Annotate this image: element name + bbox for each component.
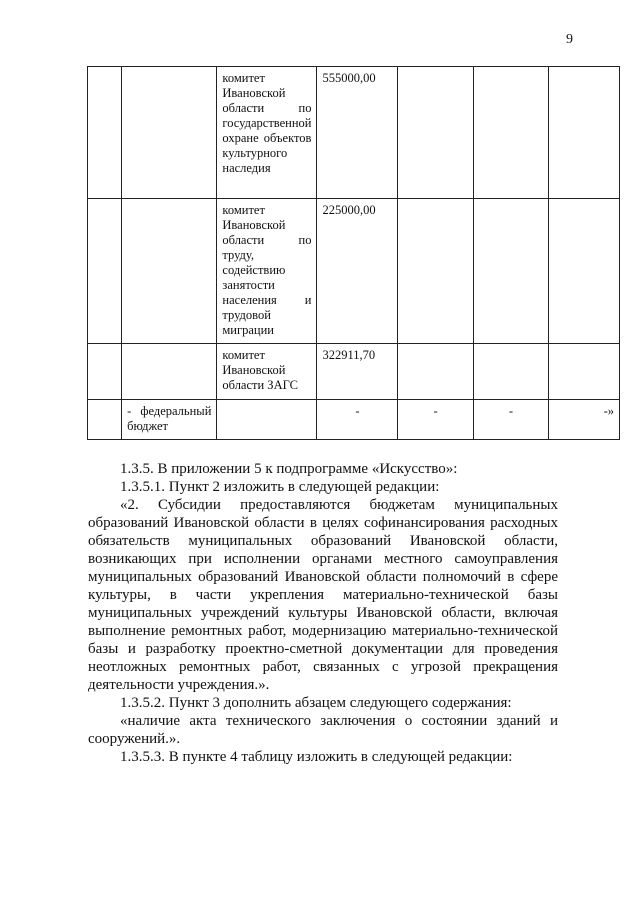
table-row [88, 199, 620, 344]
executor-cell: комитет Ивановской области по государственной охране объектов культурного наследия [217, 67, 317, 199]
paragraph: «наличие акта технического заключения о состоянии зданий и сооружений.». [88, 713, 558, 747]
amount-cell: 322911,70 [317, 344, 398, 400]
table-cell [122, 199, 217, 344]
paragraph: 1.3.5.3. В пункте 4 таблицу изложить в следующей редакции: [120, 749, 513, 765]
page-number: 9 [566, 32, 573, 47]
table-cell [88, 67, 122, 199]
executor-cell: комитет Ивановской области по труду, содействию занятости населения и трудовой миграции [217, 199, 317, 344]
table-cell [398, 67, 473, 199]
table-cell [549, 67, 620, 199]
table-row [88, 67, 620, 199]
table-row [88, 344, 620, 400]
executor-cell: комитет Ивановской области ЗАГС [217, 344, 317, 400]
federal-budget-label: - федеральный бюджет [122, 400, 217, 440]
paragraph: 1.3.5.2. Пункт 3 дополнить абзацем следующего содержания: [120, 695, 512, 711]
table-cell [473, 344, 548, 400]
amount-cell: 225000,00 [317, 199, 398, 344]
table-cell [88, 344, 122, 400]
table-cell [398, 199, 473, 344]
table-cell [88, 199, 122, 344]
table-cell [122, 67, 217, 199]
federal-value: - [398, 400, 473, 440]
federal-value: - [473, 400, 548, 440]
document-body [88, 460, 558, 766]
paragraph: «2. Субсидии предоставляются бюджетам муниципальных образований Ивановской области в целях софинансирования расходных обязательств муниципальных образований Ивановской области, возникающих при исполнении органами местного самоуправления муниципальных образований Ивановской области полномочий в сфере культуры, в части укрепления материально-технической базы муниципальных учреждений культуры Ивановской области, включая выполнение ремонтных работ, модернизацию материально-технической базы и разработку проектно-сметной документации для проведения неотложных ремонтных работ, связанных с угрозой прекращения деятельности учреждения.». [88, 497, 558, 693]
federal-value: - [317, 400, 398, 440]
table-cell [473, 199, 548, 344]
table-cell [549, 199, 620, 344]
budget-table [87, 66, 620, 440]
federal-value: -» [549, 400, 620, 440]
table-cell [217, 400, 317, 440]
table-cell [88, 400, 122, 440]
paragraph: 1.3.5.1. Пункт 2 изложить в следующей редакции: [120, 479, 440, 495]
table-cell [122, 344, 217, 400]
amount-cell: 555000,00 [317, 67, 398, 199]
paragraph: 1.3.5. В приложении 5 к подпрограмме «Искусство»: [120, 461, 458, 477]
table-cell [473, 67, 548, 199]
table-row [88, 400, 620, 440]
table-cell [398, 344, 473, 400]
table-cell [549, 344, 620, 400]
